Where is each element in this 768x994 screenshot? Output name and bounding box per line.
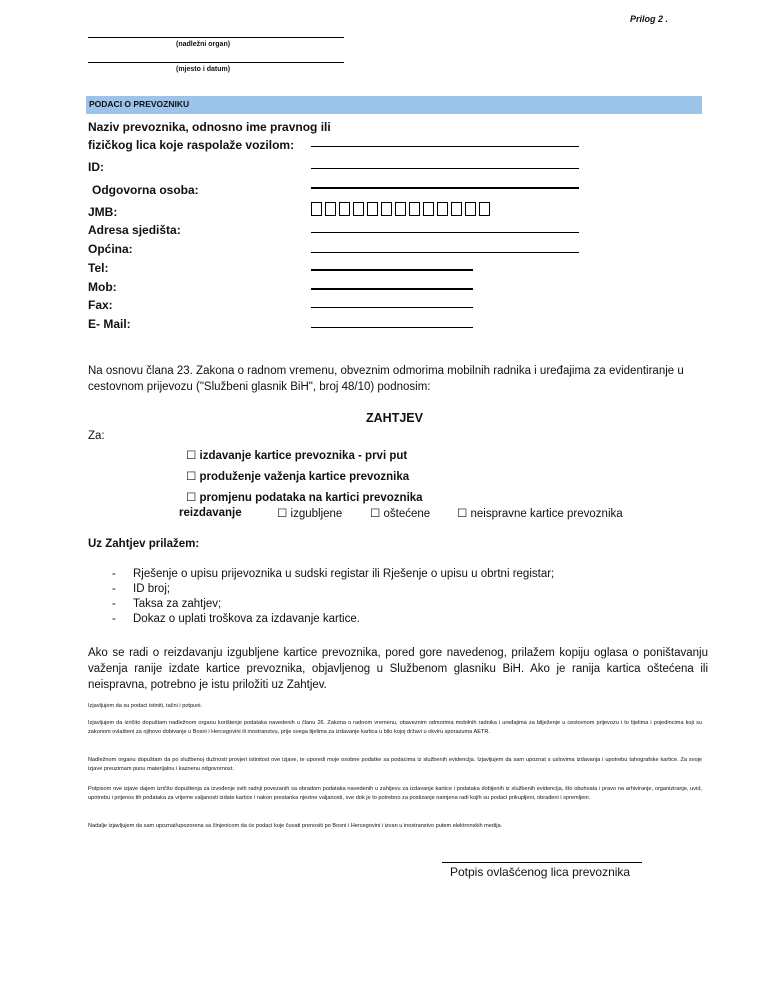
option-first-issue-label: izdavanje kartice prevoznika - prvi put xyxy=(199,450,408,462)
responsible-person-line[interactable] xyxy=(311,187,579,189)
jmb-digit-box[interactable] xyxy=(437,202,448,216)
jmb-digit-box[interactable] xyxy=(451,202,462,216)
responsible-person-label: Odgovorna osoba: xyxy=(92,183,199,197)
list-item: Rješenje o upisu prijevoznika u sudski registar ili Rješenje o upisu u obrtni registar; xyxy=(133,568,555,580)
for-label: Za: xyxy=(88,430,105,442)
jmb-digit-box[interactable] xyxy=(311,202,322,216)
option-first-issue[interactable] xyxy=(186,448,407,462)
jmb-digit-box[interactable] xyxy=(367,202,378,216)
checkbox-icon[interactable]: ☐ xyxy=(186,450,197,462)
jmb-digit-box[interactable] xyxy=(353,202,364,216)
jmb-digit-box[interactable] xyxy=(479,202,490,216)
authority-caption: (nadležni organ) xyxy=(176,41,231,48)
municipality-line[interactable] xyxy=(311,252,579,253)
id-line[interactable] xyxy=(311,168,579,169)
address-line[interactable] xyxy=(311,232,579,233)
id-label: ID: xyxy=(88,160,104,174)
place-date-caption: (mjesto i datum) xyxy=(176,66,231,73)
carrier-name-label-1: Naziv prevoznika, odnosno ime pravnog ili xyxy=(88,120,331,134)
fax-line[interactable] xyxy=(311,307,473,308)
list-dash: - xyxy=(112,568,116,580)
list-item: Taksa za zahtjev; xyxy=(133,598,222,610)
address-label: Adresa sjedišta: xyxy=(88,223,181,237)
jmb-digit-box[interactable] xyxy=(423,202,434,216)
reissue-label: reizdavanje xyxy=(179,507,242,519)
list-dash: - xyxy=(112,583,116,595)
jmb-digit-box[interactable] xyxy=(465,202,476,216)
jmb-boxes[interactable] xyxy=(311,202,490,216)
option-damaged[interactable] xyxy=(370,506,430,522)
intro-paragraph: Na osnovu člana 23. Zakona o radnom vremenu, obveznim odmorima mobilnih radnika i uređajima za evidentiranje u cestovnom prijevozu ("Službeni glasnik BiH", broj 48/10) podnosim: xyxy=(88,365,684,393)
tel-label: Tel: xyxy=(88,261,109,275)
jmb-digit-box[interactable] xyxy=(381,202,392,216)
checkbox-icon[interactable]: ☐ xyxy=(186,492,197,504)
checkbox-icon[interactable]: ☐ xyxy=(186,471,197,483)
list-item: ID broj; xyxy=(133,583,171,595)
option-lost-label: izgubljene xyxy=(290,508,343,520)
section-title: PODACI O PREVOZNIKU xyxy=(89,99,190,109)
option-damaged-label: oštećene xyxy=(383,508,431,520)
email-label: E- Mail: xyxy=(88,317,131,331)
option-lost[interactable] xyxy=(277,506,342,522)
declaration-2: Izjavljujem da izričito dopuštam nadležnom organu korištenje podataka navedenih u članu 26. Zakona o radnom vremenu, obaveznim odmorima mobilnih radnika i uređajima za bilježenje u cestovnom prijevozu i to tijelima i pojedincima koji su zakonom ovlašteni za njihovo dobivanje u Bosni i Hercegovini ili inostranstvu, prije svega tijelima za izdavanje kartica u bilo kojoj državi u okviru sporazuma AETR. xyxy=(88,720,702,735)
section-banner xyxy=(86,96,702,114)
jmb-digit-box[interactable] xyxy=(325,202,336,216)
option-data-change-label: promjenu podataka na kartici prevoznika xyxy=(199,492,423,504)
signature-label: Potpis ovlašćenog lica prevoznika xyxy=(450,865,631,879)
checkbox-icon[interactable]: ☐ xyxy=(370,508,381,520)
jmb-digit-box[interactable] xyxy=(395,202,406,216)
option-extension-label: produženje važenja kartice prevoznika xyxy=(199,471,410,483)
mob-line[interactable] xyxy=(311,288,473,290)
list-item: Dokaz o uplati troškova za izdavanje kartice. xyxy=(133,613,360,625)
list-dash: - xyxy=(112,598,116,610)
list-dash: - xyxy=(112,613,116,625)
tel-line[interactable] xyxy=(311,269,473,271)
email-line[interactable] xyxy=(311,327,473,328)
jmb-label: JMB: xyxy=(88,205,118,219)
lost-card-paragraph: Ako se radi o reizdavanju izgubljene kartice prevoznika, pored gore navedenog, prilažem kopiju oglasa o poništavanju važenja ranije izdate kartice prevoznika, objavljenog u Službenom glasniku BiH. Ako je ranija kartica oštećena ili neispravna, potrebno je istu priložiti uz Zahtjev. xyxy=(88,647,708,691)
option-data-change[interactable] xyxy=(186,490,423,504)
declaration-4: Potpisom ove izjave dajem izričitu dopuštenja za izvođenje svih radnji povezanih sa obradom podataka navedenih u zahtjevu za izdavanje kartice i podataka dobijenih iz službenih evidencija, što obuhvata i pravo na arhiviranje, organiziranje, uvid, upotrebu i prijenos tih podataka za vrijeme valjanosti izdate kartice i nakon prestanka njezine valjanosti, sve dok je to potrebno za postizanje namjena radi kojih su podaci prikupljeni, obrađeni i spremljeni. xyxy=(88,786,702,801)
declaration-1: Izjavljujem da su podaci istiniti, tačni i potpuni. xyxy=(88,703,203,709)
option-extension[interactable] xyxy=(186,469,409,483)
checkbox-icon[interactable]: ☐ xyxy=(277,508,288,520)
attachments-title: Uz Zahtjev prilažem: xyxy=(88,538,200,550)
mob-label: Mob: xyxy=(88,280,117,294)
annex-label: Prilog 2 . xyxy=(630,14,669,24)
declaration-3: Nadležnom organu dopuštam da po službenoj dužnosti provjeri istinitost ove izjave, te uporedi moje osobne podatke sa podacima iz službenih evidencija. Izjavljujem da sam upoznat s uslovima izdavanja i upotrebu tahografske kartice. Za svoje izjave preuzimam punu materijalnu i kaznenu odgovornost. xyxy=(88,757,702,772)
carrier-name-label-2: fizičkog lica koje raspolaže vozilom: xyxy=(88,138,295,152)
municipality-label: Općina: xyxy=(88,242,133,256)
place-date-line[interactable] xyxy=(88,62,344,63)
signature-line[interactable] xyxy=(442,862,642,863)
fax-label: Fax: xyxy=(88,298,113,312)
option-faulty-label: neispravne kartice prevoznika xyxy=(470,508,623,520)
jmb-digit-box[interactable] xyxy=(409,202,420,216)
request-title: ZAHTJEV xyxy=(366,411,423,425)
checkbox-icon[interactable]: ☐ xyxy=(457,508,468,520)
jmb-digit-box[interactable] xyxy=(339,202,350,216)
option-faulty[interactable] xyxy=(457,506,623,522)
declaration-5: Nadalje izjavljujem da sam upoznat/upozorena sa činjenicom da će podaci koje čuvati prenositi po Bosni i Hercegovini i izvan u inostranstvo putem elektronskih medija. xyxy=(88,823,503,829)
carrier-name-line[interactable] xyxy=(311,146,579,147)
authority-line[interactable] xyxy=(88,37,344,38)
